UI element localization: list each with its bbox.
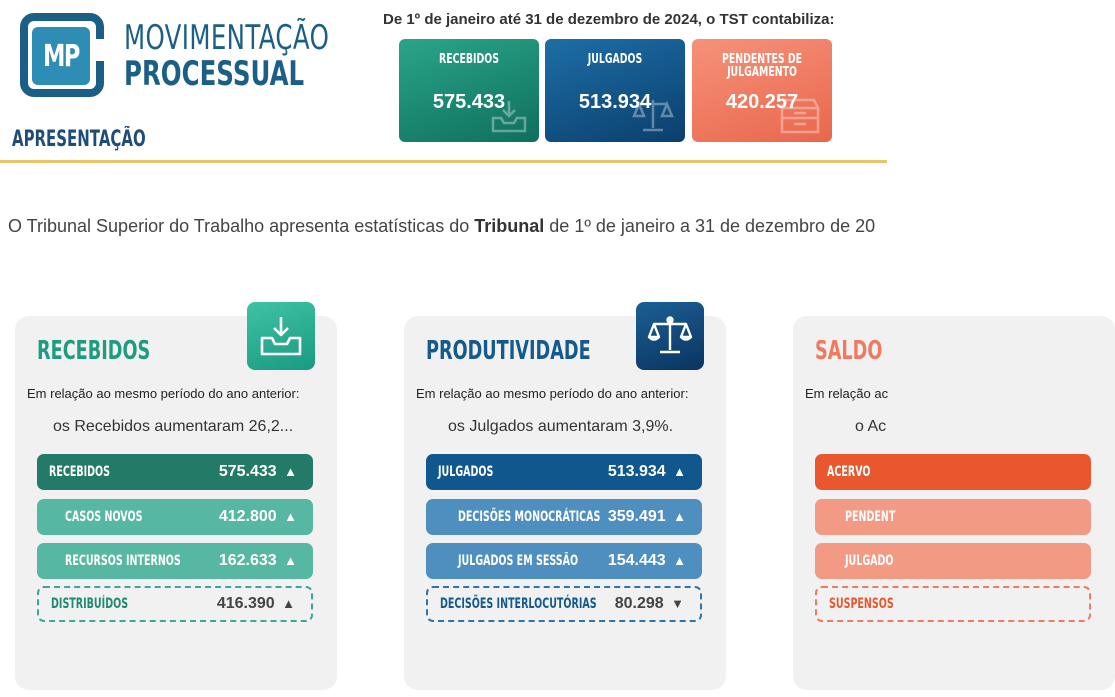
card-recebidos [15,316,337,690]
row-acervo[interactable]: ACERVO [815,454,1091,490]
trend-up-icon: ▲ [673,464,686,479]
card-title: SALDO [815,336,883,366]
kpi-label: PENDENTES DE JULGAMENTO [721,52,803,80]
kpi-julgados[interactable] [545,39,685,142]
scales-icon [631,96,675,134]
row-recebidos[interactable]: RECEBIDOS 575.433 ▲ [37,454,313,490]
row-recursos-internos[interactable]: RECURSOS INTERNOS 162.633 ▲ [37,543,313,579]
row-julgados-saldo[interactable]: JULGADO [815,543,1091,579]
kpi-label: JULGADOS [587,52,643,67]
row-decisoes-interlocutorias[interactable]: DECISÕES INTERLOCUTÓRIAS 80.298 ▼ [426,586,702,622]
row-casos-novos[interactable]: CASOS NOVOS 412.800 ▲ [37,499,313,535]
card-title: RECEBIDOS [37,336,151,366]
trend-down-icon: ▼ [671,596,684,611]
card-title: PRODUTIVIDADE [426,336,591,366]
inbox-download-icon [247,302,315,370]
section-title: APRESENTAÇÃO [12,127,146,152]
row-julgados-em-sessao[interactable]: JULGADOS EM SESSÃO 154.443 ▲ [426,543,702,579]
kpi-value: 513.934 [578,91,652,113]
scales-icon [636,302,704,370]
tray-stack-icon [778,98,822,134]
row-distribuidos[interactable]: DISTRIBUÍDOS 416.390 ▲ [37,586,313,622]
card-relation: Em relação ac [805,386,889,401]
brand-title-line1: MOVIMENTAÇÃO [124,18,330,58]
card-summary: os Julgados aumentaram 3,9%. [448,418,674,435]
row-suspensos[interactable]: SUSPENSOS [815,586,1091,622]
intro-bold: Tribunal [474,216,545,236]
row-pendentes[interactable]: PENDENT [815,499,1091,535]
kpi-label: RECEBIDOS [439,52,499,67]
card-saldo [793,316,1115,690]
kpi-recebidos[interactable] [399,39,539,142]
trend-up-icon: ▲ [284,553,297,568]
logo-text: MP [43,38,79,74]
inbox-icon [489,98,529,134]
brand-title-line2: PROCESSUAL [124,54,305,94]
card-relation: Em relação ao mesmo período do ano anterior: [416,386,689,401]
card-summary: o Ac [855,418,887,435]
row-julgados[interactable]: JULGADOS 513.934 ▲ [426,454,702,490]
header-divider [0,160,887,163]
card-relation: Em relação ao mesmo período do ano anterior: [27,386,300,401]
kpi-pendentes[interactable] [692,39,832,142]
trend-up-icon: ▲ [673,553,686,568]
mp-logo [20,13,104,97]
card-produtividade [404,316,726,690]
intro-text: O Tribunal Superior do Trabalho apresenta estatísticas do Tribunal de 1º de janeiro a 31 de dezembro de 20 [8,216,876,236]
kpi-value: 420.257 [725,91,799,113]
row-decisoes-monocraticas[interactable]: DECISÕES MONOCRÁTICAS 359.491 ▲ [426,499,702,535]
kpi-value: 575.433 [432,91,506,113]
trend-up-icon: ▲ [673,509,686,524]
period-caption: De 1º de janeiro até 31 de dezembro de 2024, o TST contabiliza: [383,11,835,28]
trend-up-icon: ▲ [284,509,297,524]
trend-up-icon: ▲ [282,596,295,611]
trend-up-icon: ▲ [284,464,297,479]
card-summary: os Recebidos aumentaram 26,2... [53,418,294,435]
